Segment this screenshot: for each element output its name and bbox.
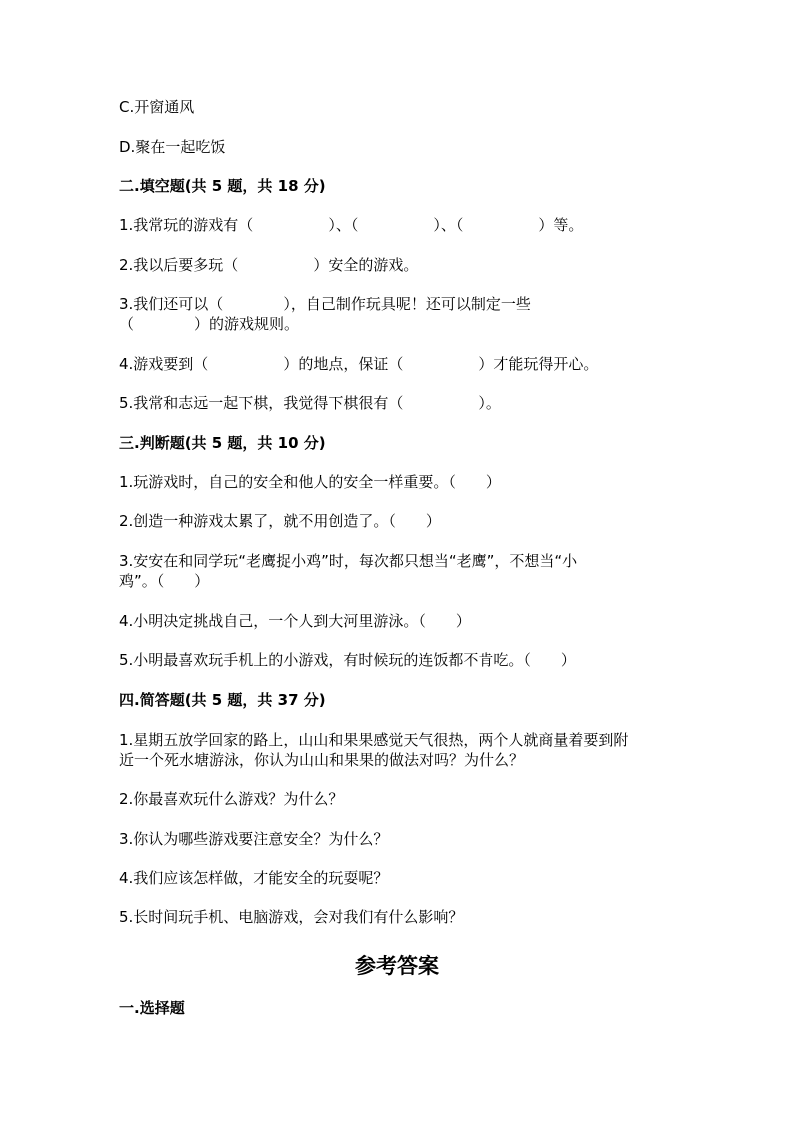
- judge-question-1: 1.玩游戏时，自己的安全和他人的安全一样重要。（ ）: [119, 473, 501, 491]
- fill-question-2: 2.我以后要多玩（ ）安全的游戏。: [119, 256, 419, 274]
- judge-question-3-line-2: 鸡”。（ ）: [119, 572, 210, 590]
- fill-question-3-line-1: 3.我们还可以（ ），自己制作玩具呢！还可以制定一些: [119, 295, 531, 313]
- short-question-5: 5.长时间玩手机、电脑游戏，会对我们有什么影响？: [119, 908, 464, 926]
- judge-question-2: 2.创造一种游戏太累了，就不用创造了。（ ）: [119, 512, 441, 530]
- short-question-2: 2.你最喜欢玩什么游戏？为什么？: [119, 790, 344, 808]
- judge-question-3-line-1: 3.安安在和同学玩“老鹰捉小鸡”时，每次都只想当“老鹰”，不想当“小: [119, 552, 578, 570]
- fill-question-5: 5.我常和志远一起下棋，我觉得下棋很有（ ）。: [119, 394, 501, 412]
- choice-d: D.聚在一起吃饭: [119, 138, 226, 156]
- short-question-1-line-1: 1.星期五放学回家的路上，山山和果果感觉天气很热，两个人就商量着要到附: [119, 731, 629, 749]
- short-question-3: 3.你认为哪些游戏要注意安全？为什么？: [119, 830, 389, 848]
- section-short-answer-heading: 四.简答题(共 5 题，共 37 分): [119, 691, 326, 709]
- answers-section-choice-heading: 一.选择题: [119, 999, 185, 1017]
- fill-question-4: 4.游戏要到（ ）的地点，保证（ ）才能玩得开心。: [119, 355, 599, 373]
- short-question-4: 4.我们应该怎样做，才能安全的玩耍呢？: [119, 869, 389, 887]
- section-judge-heading: 三.判断题(共 5 题，共 10 分): [119, 434, 326, 452]
- fill-question-3-line-2: （ ）的游戏规则。: [119, 315, 300, 333]
- answers-title: 参考答案: [355, 953, 439, 978]
- section-fill-in-heading: 二.填空题(共 5 题，共 18 分): [119, 177, 326, 195]
- short-question-1-line-2: 近一个死水塘游泳，你认为山山和果果的做法对吗？为什么？: [119, 751, 525, 769]
- choice-c: C.开窗通风: [119, 98, 195, 116]
- judge-question-4: 4.小明决定挑战自己，一个人到大河里游泳。（ ）: [119, 612, 471, 630]
- judge-question-5: 5.小明最喜欢玩手机上的小游戏，有时候玩的连饭都不肯吃。（ ）: [119, 651, 576, 669]
- fill-question-1: 1.我常玩的游戏有（ ）、（ ）、（ ）等。: [119, 216, 584, 234]
